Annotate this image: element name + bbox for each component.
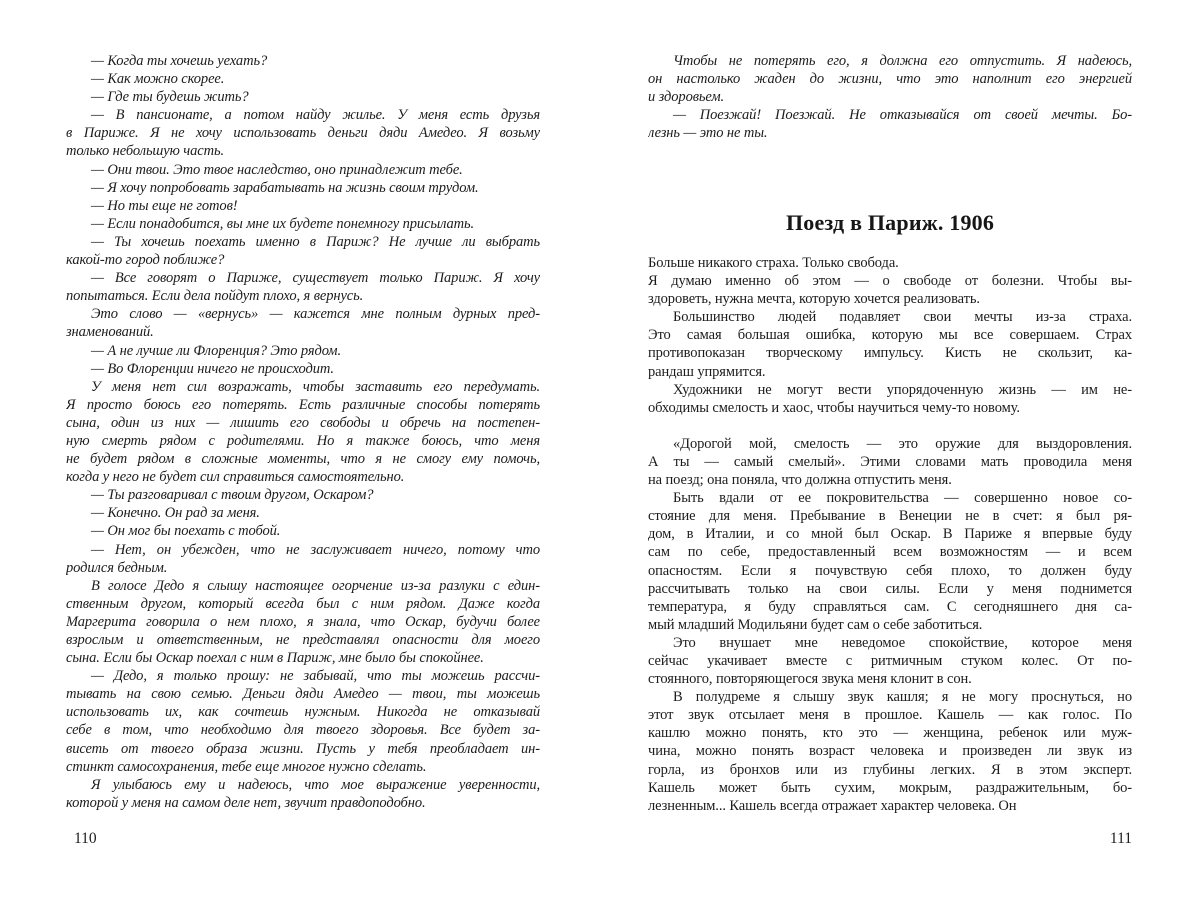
paragraph xyxy=(66,522,540,540)
text-line: — Все говорят о Париже, существует только Париж. Я хочу xyxy=(91,270,540,287)
text-line: Я просто боюсь его потерять. Есть различные способы потерять xyxy=(66,396,540,413)
text-line: сам по себе, предоставленный всем возможностям — и всем xyxy=(648,544,1132,561)
text-line: рандаш упрямится. xyxy=(648,363,766,380)
text-line: — Нет, он убежден, что не заслуживает ничего, потому что xyxy=(91,541,540,558)
paragraph xyxy=(648,688,1132,815)
text-line: Это слово — «вернусь» — кажется мне полным дурных пред- xyxy=(91,306,540,323)
paragraph xyxy=(648,106,1132,142)
paragraph xyxy=(66,342,540,360)
paragraph xyxy=(648,52,1132,106)
text-line: ственным другом, который всегда был с ним рядом. Даже когда xyxy=(66,595,540,612)
page-number-left: 110 xyxy=(74,830,97,847)
text-line: в Париже. Я не хочу использовать деньги дяди Амедео. Я возьму xyxy=(66,125,540,142)
text-line: — Дедо, я только прошу: не забывай, что ты можешь рассчи- xyxy=(91,668,540,685)
text-line: опасностям. Если я почувствую себя плохо, то должен буду xyxy=(648,562,1132,579)
paragraph xyxy=(648,489,1132,634)
text-line: мый младший Модильяни будет сам о себе заботиться. xyxy=(648,616,983,633)
paragraph xyxy=(648,435,1132,489)
text-line: Кашель может быть сухим, мокрым, раздражительным, бо- xyxy=(648,779,1132,796)
text-line: использовать их, как сочтешь нужным. Никогда не отказывай xyxy=(66,704,540,721)
paragraph xyxy=(66,667,540,776)
text-line: лезненным... Кашель всегда отражает характер человека. Он xyxy=(648,797,1017,814)
text-line: — Как можно скорее. xyxy=(91,71,225,88)
text-line: — Ты разговаривал с твоим другом, Оскаром? xyxy=(91,487,374,504)
text-line: Большинство людей подавляет свои мечты из-за страха. xyxy=(673,309,1132,326)
paragraph xyxy=(66,776,540,812)
paragraph xyxy=(648,308,1132,380)
page-number-right: 111 xyxy=(1109,830,1132,847)
text-line: которой у меня на самом деле нет, звучит правдоподобно. xyxy=(66,794,426,811)
text-line: Это самая большая ошибка, которую мы все совершаем. Страх xyxy=(648,327,1132,344)
right-page-body-text xyxy=(648,254,1132,815)
text-line: Это внушает мне неведомое спокойствие, которое меня xyxy=(673,634,1132,651)
text-line: — Они твои. Это твое наследство, оно принадлежит тебе. xyxy=(91,161,463,178)
text-line: Чтобы не потерять его, я должна его отпустить. Я надеюсь, xyxy=(673,53,1132,69)
text-line: здороветь, нужна мечта, которую хочется реализовать. xyxy=(648,291,980,308)
paragraph xyxy=(66,305,540,341)
text-line: себе в том, что необходимо для твоего здоровья. Все будет за- xyxy=(66,722,540,739)
paragraph xyxy=(66,378,540,487)
text-line: температура, я буду справляться сам. С сегодняшнего дня са- xyxy=(648,598,1132,615)
paragraph xyxy=(648,634,1132,688)
text-line: — В пансионате, а потом найду жилье. У меня есть друзья xyxy=(91,107,540,124)
text-line: и здоровьем. xyxy=(648,89,725,106)
text-line: — Если понадобится, вы мне их будете понемногу присылать. xyxy=(91,215,475,232)
paragraph xyxy=(66,52,540,70)
left-page-text xyxy=(66,52,540,812)
right-page-intro-text xyxy=(648,52,1132,142)
paragraph xyxy=(66,269,540,305)
paragraph xyxy=(66,197,540,215)
paragraph xyxy=(66,88,540,106)
text-line: он настолько жаден до жизни, что это наполнит его энергией xyxy=(648,71,1132,88)
text-line: — Где ты будешь жить? xyxy=(91,89,249,106)
text-line: Я улыбаюсь ему и надеюсь, что мое выражение уверенности, xyxy=(91,776,540,793)
text-line: на поезд; она поняла, что должна отпустить меня. xyxy=(648,472,952,489)
chapter-heading: Поезд в Париж. 1906 xyxy=(785,210,995,235)
paragraph xyxy=(648,272,1132,308)
text-line: не будет рядом в сложные моменты, что я не смогу ему помочь, xyxy=(66,451,540,468)
text-line: — Когда ты хочешь уехать? xyxy=(91,53,268,69)
text-line: — Он мог бы поехать с тобой. xyxy=(91,523,281,540)
text-line: У меня нет сил возражать, чтобы заставить его передумать. xyxy=(91,378,540,395)
text-line: сына. Если бы Оскар поехал с ним в Париж, мне было бы спокойнее. xyxy=(66,650,484,667)
text-line: висеть от твоего образа жизни. Пусть у тебя преобладает ин- xyxy=(66,740,540,757)
paragraph xyxy=(66,486,540,504)
text-line: какой-то город поближе? xyxy=(66,252,225,269)
text-line: В полудреме я слышу звук кашля; я не могу проснуться, но xyxy=(673,689,1132,706)
text-line: — Ты хочешь поехать именно в Париж? Не лучше ли выбрать xyxy=(91,233,540,250)
text-line: противопоказан творческому импульсу. Кисть не скользит, ка- xyxy=(648,345,1132,362)
text-line: — Я хочу попробовать зарабатывать на жизнь своим трудом. xyxy=(91,179,479,196)
text-line: дом, в Италии, и со мной был Оскар. В Париже я впервые буду xyxy=(648,526,1132,543)
text-line: — Во Флоренции ничего не происходит. xyxy=(91,360,334,377)
paragraph xyxy=(66,161,540,179)
paragraph xyxy=(66,577,540,667)
paragraph xyxy=(66,360,540,378)
paragraph xyxy=(66,541,540,577)
text-line: В голосе Дедо я слышу настоящее огорчение из-за разлуки с един- xyxy=(91,577,540,594)
text-line: чина, можно понять возраст человека и произведен ли звук из xyxy=(648,743,1132,760)
text-line: знаменований. xyxy=(66,324,154,341)
text-line: Художники не могут вести упорядоченную жизнь — им не- xyxy=(673,381,1132,398)
text-line: Быть вдали от ее покровительства — совершенно новое со- xyxy=(673,490,1132,507)
text-line: А ты — самый смелый». Этими словами мать проводила меня xyxy=(648,453,1132,470)
text-line: — А не лучше ли Флоренция? Это рядом. xyxy=(91,342,341,359)
text-line: Маргерита говорила о нем плохо, я знала, что Оскар, будучи более xyxy=(66,613,540,630)
text-line: стоянного, повторяющегося звука меня клонит в сон. xyxy=(648,671,972,688)
paragraph xyxy=(66,504,540,522)
text-line: сейчас укачивает вместе с ритмичным стуком колес. От по- xyxy=(648,652,1132,669)
text-line: рассчитывать только на свои силы. Если у меня поднимется xyxy=(648,580,1132,597)
text-line: тывать на свою семью. Деньги дяди Амедео — твои, ты можешь xyxy=(66,686,540,703)
text-line: кашлю можно понять, кто это — женщина, ребенок или муж- xyxy=(648,725,1132,742)
text-line: сына, один из них — лишить его свободы и обречь на постепен- xyxy=(66,414,540,431)
text-line: лезнь — это не ты. xyxy=(648,125,768,142)
paragraph xyxy=(66,106,540,160)
paragraph xyxy=(66,215,540,233)
text-line: взрослым и ответственным, не представлял опасности для моего xyxy=(66,632,540,648)
text-line: — Поезжай! Поезжай. Не отказывайся от своей мечты. Бо- xyxy=(673,107,1132,124)
text-line: попытаться. Если дела пойдут плохо, я вернусь. xyxy=(66,288,364,305)
paragraph xyxy=(66,179,540,197)
text-line: обходимы смелость и хаос, чтобы научиться чему-то новому. xyxy=(648,399,1020,416)
text-line: стинкт самосохранения, тебе еще многое нужно сделать. xyxy=(66,758,427,775)
text-line: — Конечно. Он рад за меня. xyxy=(91,505,260,522)
text-line: «Дорогой мой, смелость — это оружие для выздоровления. xyxy=(673,435,1132,452)
text-line: Больше никакого страха. Только свобода. xyxy=(648,255,899,271)
text-line: горла, из бронхов или из глубины легких. Я в этом эксперт. xyxy=(648,761,1132,778)
text-line: стояние для меня. Пребывание в Венеции не в счет: я был ря- xyxy=(648,508,1132,525)
text-line: ную смерть рядом с родителями. Но я также боюсь, что меня xyxy=(66,432,540,449)
text-line: родился бедным. xyxy=(66,559,168,576)
text-line: только небольшую часть. xyxy=(66,143,224,160)
text-line: этот звук отсылает меня в прошлое. Кашель — как голос. По xyxy=(648,707,1132,724)
paragraph xyxy=(66,233,540,269)
paragraph xyxy=(648,254,1132,272)
paragraph xyxy=(66,70,540,88)
text-line: — Но ты еще не готов! xyxy=(91,197,238,214)
text-line: когда у него не будет сил справиться самостоятельно. xyxy=(66,469,405,486)
text-line: Я думаю именно об этом — о свободе от болезни. Чтобы вы- xyxy=(648,273,1132,290)
paragraph xyxy=(648,381,1132,417)
